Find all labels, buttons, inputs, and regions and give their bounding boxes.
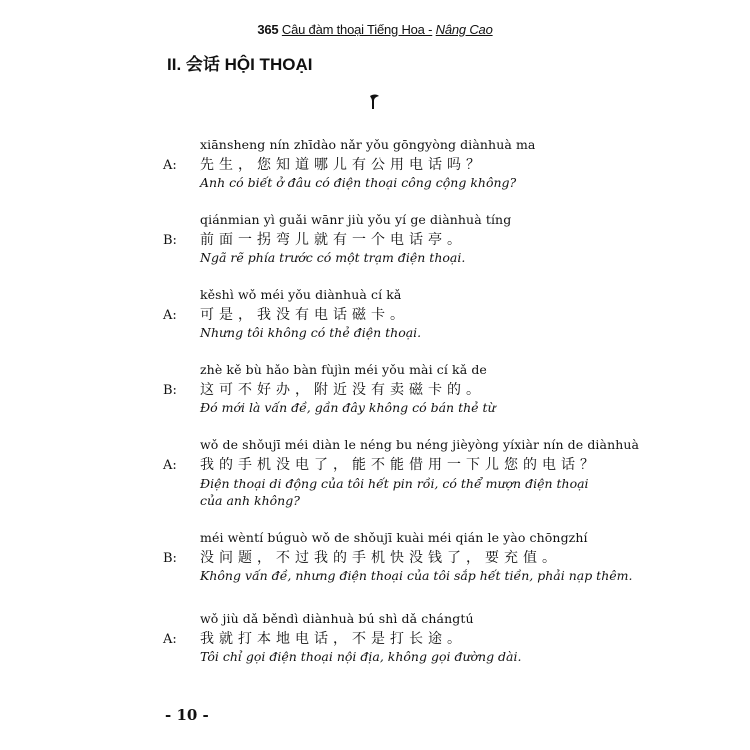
vietnamese-translation: Nhưng tôi không có thẻ điện thoại. (200, 325, 422, 340)
speaker-label: A: (163, 458, 177, 473)
leaf-ornament-icon (368, 94, 380, 110)
chinese-text: 可是，我没有电话磁卡。 (200, 307, 409, 323)
book-title: Câu đàm thoại Tiếng Hoa - (281, 22, 433, 37)
book-level: Nâng Cao (435, 22, 493, 37)
speaker-label: A: (163, 158, 177, 173)
pinyin-text: méi wèntí búguò wǒ de shǒujī kuài méi qián le yào chōngzhí (200, 530, 588, 545)
chinese-text: 没问题，不过我的手机快没钱了，要充值。 (200, 550, 561, 566)
vietnamese-translation: Tôi chỉ gọi điện thoại nội địa, không gọi đường dài. (200, 649, 522, 664)
running-header (0, 22, 750, 37)
pinyin-text: wǒ jiù dǎ běndì diànhuà bú shì dǎ chángtú (200, 611, 474, 626)
pinyin-text: qiánmian yì guǎi wānr jiù yǒu yí ge diànhuà tíng (200, 212, 512, 227)
vietnamese-translation: Không vấn đề, nhưng điện thoại của tôi sắp hết tiền, phải nạp thêm. (200, 568, 633, 583)
chinese-text: 前面一拐弯儿就有一个电话亭。 (200, 232, 466, 248)
vietnamese-translation: Đó mới là vấn đề, gần đây không có bán thẻ từ (200, 400, 496, 415)
chinese-text: 先生，您知道哪儿有公用电话吗？ (200, 157, 485, 173)
pinyin-text: kěshì wǒ méi yǒu diànhuà cí kǎ (200, 287, 402, 302)
pinyin-text: wǒ de shǒujī méi diàn le néng bu néng jièyòng yíxiàr nín de diànhuà (200, 437, 640, 452)
pinyin-text: zhè kě bù hǎo bàn fùjìn méi yǒu mài cí kǎ de (200, 362, 487, 377)
section-title: II. 会话 HỘI THOẠI (167, 55, 313, 74)
chinese-text: 我就打本地电话，不是打长途。 (200, 631, 466, 647)
pinyin-text: xiānsheng nín zhīdào nǎr yǒu gōngyòng diànhuà ma (200, 137, 536, 152)
chinese-text: 这可不好办，附近没有卖磁卡的。 (200, 382, 485, 398)
vietnamese-translation: Ngã rẽ phía trước có một trạm điện thoại. (200, 250, 466, 265)
page-number: - 10 - (165, 706, 209, 724)
speaker-label: B: (163, 551, 177, 566)
speaker-label: B: (163, 383, 177, 398)
book-number: 365 (257, 22, 279, 37)
speaker-label: A: (163, 308, 177, 323)
speaker-label: A: (163, 632, 177, 647)
vietnamese-translation: Điện thoại di động của tôi hết pin rồi, có thể mượn điện thoại của anh không? (200, 476, 589, 508)
vietnamese-translation: Anh có biết ở đâu có điện thoại công cộng không? (200, 175, 517, 190)
chinese-text: 我的手机没电了，能不能借用一下儿您的电话？ (200, 457, 599, 473)
speaker-label: B: (163, 233, 177, 248)
